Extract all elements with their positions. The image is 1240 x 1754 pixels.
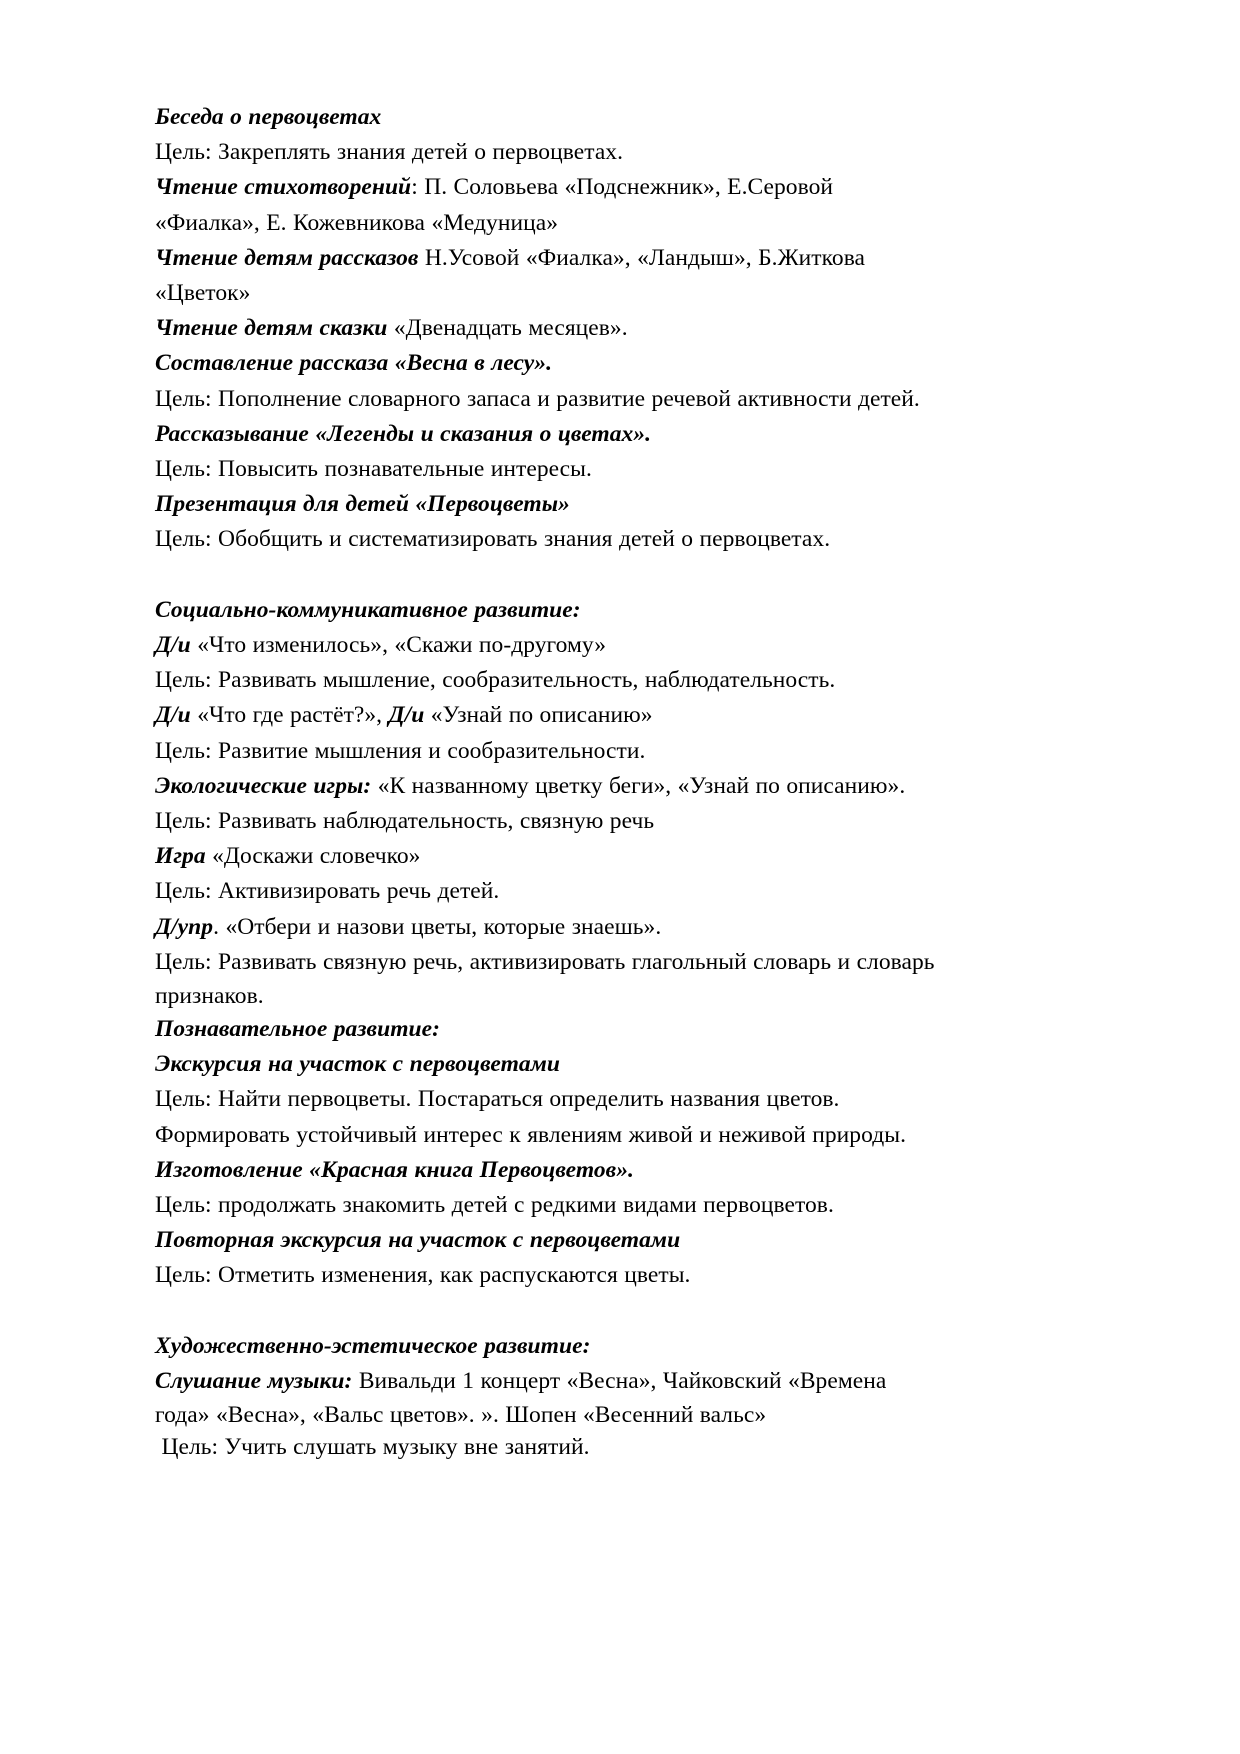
item-dupr-otberi [155, 910, 1035, 945]
item-sostavlenie-rasskaza: Составление рассказа «Весна в лесу». [155, 350, 553, 377]
item-chtenie-skazki-label: Чтение детям сказки [155, 315, 388, 342]
goal-prezentaciya: Цель: Обобщить и систематизировать знания детей о первоцветах. [155, 526, 831, 553]
section-gap-2 [155, 1294, 1035, 1329]
item-izgotovlenie: Изготовление «Красная книга Первоцветов». [155, 1156, 634, 1183]
document-body [155, 100, 1035, 1463]
item-ekskursiya: Экскурсия на участок с первоцветами [155, 1051, 560, 1078]
item-prezentaciya: Презентация для детей «Первоцветы» [155, 491, 570, 518]
section-gap-1 [155, 558, 1035, 593]
goal-slushanie-muzyki: Цель: Учить слушать музыку вне занятий. [155, 1434, 590, 1461]
section-speech [155, 100, 1035, 558]
goal-izgotovlenie: Цель: продолжать знакомить детей с редкими видами первоцветов. [155, 1192, 834, 1219]
heading-social: Социально-коммуникативное развитие: [155, 596, 581, 623]
item-di-chto-izmenilos-label: Д/и [155, 632, 191, 659]
item-ekologicheskie-igry-text: «К названному цветку беги», «Узнай по описанию». [371, 772, 906, 799]
goal-dupr-otberi: Цель: Развивать связную речь, активизировать глагольный словарь и словарь [155, 948, 935, 975]
goal-povtornaya-ekskursiya: Цель: Отметить изменения, как распускаются цветы. [155, 1262, 691, 1289]
item-povtornaya-ekskursiya: Повторная экскурсия на участок с первоцветами [155, 1227, 681, 1254]
item-dupr-otberi-label: Д/упр [155, 913, 214, 940]
goal-sostavlenie: Цель: Пополнение словарного запаса и развитие речевой активности детей. [155, 385, 920, 412]
item-di-chto-gde-rastet [155, 698, 1035, 733]
item-di-chto-izmenilos [155, 628, 1035, 663]
item-chtenie-skazki-text: «Двенадцать месяцев». [387, 315, 628, 342]
item-di-chto-gde-rastet-text1: «Что где растёт?», [190, 702, 389, 729]
heading-art: Художественно-эстетическое развитие: [155, 1332, 591, 1359]
goal-di-chto-izmenilos: Цель: Развивать мышление, сообразительность, наблюдательность. [155, 667, 836, 694]
item-rasskazyvanie: Рассказывание «Легенды и сказания о цветах». [155, 420, 652, 447]
item-igra-doskazhi [155, 839, 1035, 874]
section-art [155, 1329, 1035, 1463]
item-chtenie-skazki [155, 311, 1035, 346]
goal-dupr-otberi-cont: признаков. [155, 983, 264, 1010]
item-chtenie-rasskazov [155, 241, 1035, 276]
item-ekologicheskie-igry [155, 769, 1035, 804]
goal-ekologicheskie-igry: Цель: Развивать наблюдательность, связную речь [155, 808, 655, 835]
item-di-chto-izmenilos-text: «Что изменилось», «Скажи по-другому» [190, 632, 607, 659]
item-dupr-otberi-text: . «Отбери и назови цветы, которые знаешь». [213, 913, 662, 940]
goal-beseda: Цель: Закреплять знания детей о первоцветах. [155, 139, 624, 166]
item-ekologicheskie-igry-label: Экологические игры: [155, 772, 372, 799]
item-chtenie-rasskazov-text: Н.Усовой «Фиалка», «Ландыш», Б.Житкова [418, 244, 866, 271]
item-slushanie-muzyki-label: Слушание музыки: [155, 1368, 353, 1395]
item-chtenie-stihov-label: Чтение стихотворений [155, 174, 412, 201]
item-slushanie-muzyki-cont: года» «Весна», «Вальс цветов». ». Шопен «Весенний вальс» [155, 1402, 767, 1429]
goal-ekskursiya: Цель: Найти первоцветы. Постараться определить названия цветов. [155, 1086, 840, 1113]
item-chtenie-rasskazov-cont: «Цветок» [155, 280, 251, 307]
goal-rasskazyvanie: Цель: Повысить познавательные интересы. [155, 456, 592, 483]
item-di-chto-gde-rastet-text2: «Узнай по описанию» [424, 702, 653, 729]
item-di-chto-gde-rastet-label2: Д/и [388, 702, 425, 729]
heading-cognitive: Познавательное развитие: [155, 1016, 441, 1043]
item-slushanie-muzyki [155, 1364, 1035, 1399]
item-igra-doskazhi-label: Игра [155, 843, 206, 870]
goal-di-chto-gde-rastet: Цель: Развитие мышления и сообразительности. [155, 737, 646, 764]
section-social [155, 593, 1035, 1294]
item-chtenie-rasskazov-label: Чтение детям рассказов [155, 244, 419, 271]
item-igra-doskazhi-text: «Доскажи словечко» [205, 843, 421, 870]
heading-beseda: Беседа о первоцветах [155, 104, 382, 130]
goal-ekskursiya-cont: Формировать устойчивый интерес к явлениям живой и неживой природы. [155, 1121, 907, 1148]
item-chtenie-stihov-cont: «Фиалка», Е. Кожевникова «Медуница» [155, 209, 559, 236]
item-slushanie-muzyki-text: Вивальди 1 концерт «Весна», Чайковский «Времена [352, 1368, 887, 1395]
goal-igra-doskazhi: Цель: Активизировать речь детей. [155, 878, 500, 905]
item-chtenie-stihov-text: : П. Соловьева «Подснежник», Е.Серовой [411, 174, 834, 201]
item-chtenie-stihov [155, 170, 1035, 205]
item-di-chto-gde-rastet-label1: Д/и [155, 702, 191, 729]
